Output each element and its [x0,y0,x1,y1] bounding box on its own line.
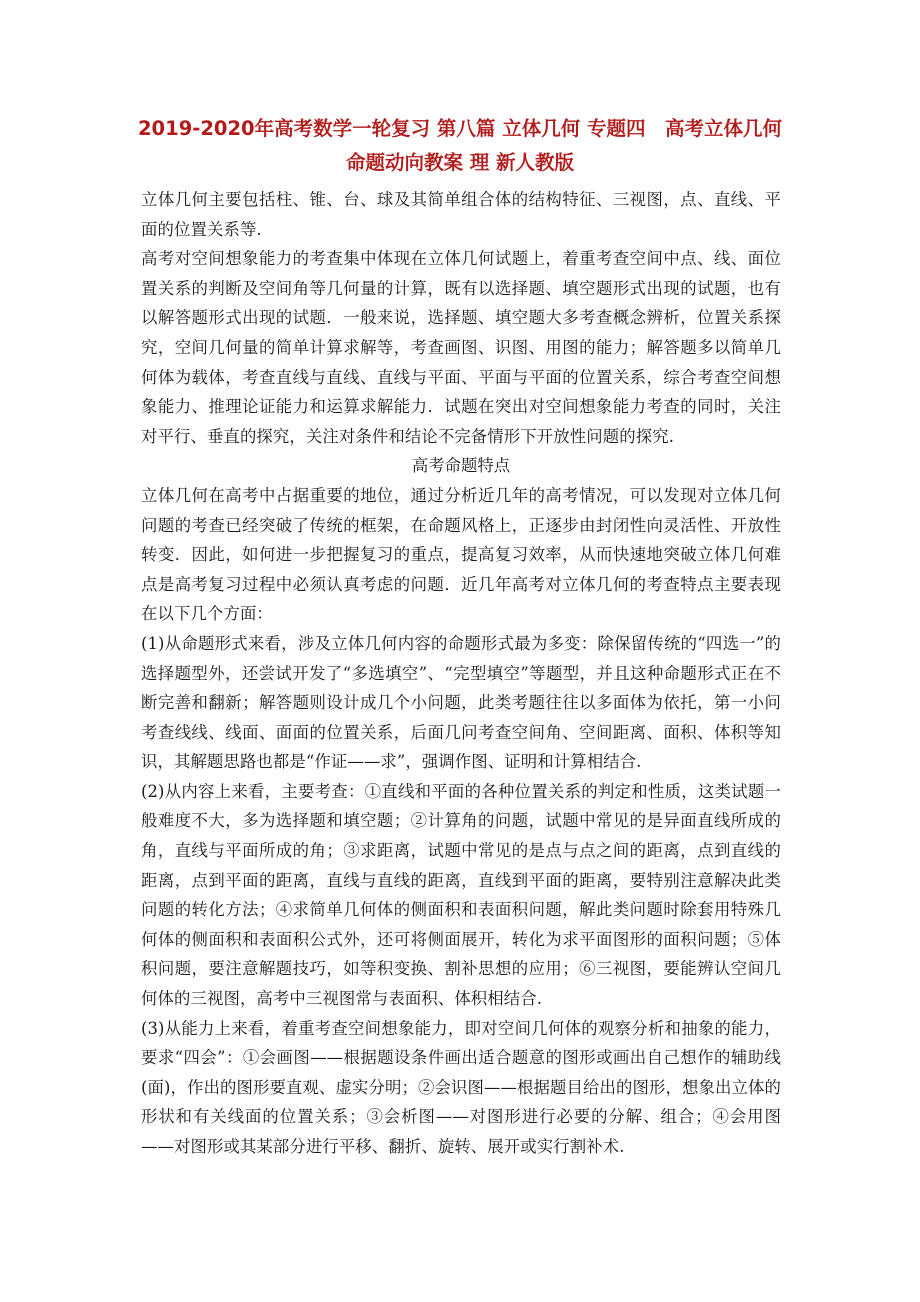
section-paragraph-3: (2)从内容上来看，主要考查：①直线和平面的各种位置关系的判定和性质，这类试题一般难度不大，多为选择题和填空题；②计算角的问题，试题中常见的是异面直线所成的角，直线与平面所成的角；③求距离，试题中常见的是点与点之间的距离，点到直线的距离，点到平面的距离，直线与直线的距离，直线到平面的距离，要特别注意解决此类问题的转化方法；④求简单几何体的侧面积和表面积问题，解此类问题时除套用特殊几何体的侧面积和表面积公式外，还可将侧面展开，转化为求平面图形的面积问题；⑤体积问题，要注意解题技巧，如等积变换、割补思想的应用；⑥三视图，要能辨认空间几何体的三视图，高考中三视图常与表面积、体积相结合. [141,781,781,1009]
document-title: 2019-2020年高考数学一轮复习 第八篇 立体几何 专题四 高考立体几何命题动向教案 理 新人教版 [137,117,782,174]
section-paragraph-4: (3)从能力上来看，着重考查空间想象能力，即对空间几何体的观察分析和抽象的能力，要求“四会”：①会画图——根据题设条件画出适合题意的图形或画出自己想作的辅助线(面)，作出的图形要直观、虚实分明；②会识图——根据题目给出的图形，想象出立体的形状和有关线面的位置关系；③会析图——对图形进行必要的分解、组合；④会用图——对图形或其某部分进行平移、翻折、旋转、展开或实行割补术. [141,1018,781,1156]
intro-paragraph-2: 高考对空间想象能力的考查集中体现在立体几何试题上，着重考查空间中点、线、面位置关系的判断及空间角等几何量的计算，既有以选择题、填空题形式出现的试题，也有以解答题形式出现的试题．一般来说，选择题、填空题大多考查概念辨析，位置关系探究，空间几何量的简单计算求解等，考查画图、识图、用图的能力；解答题多以简单几何体为载体，考查直线与直线、直线与平面、平面与平面的位置关系，综合考查空间想象能力、推理论证能力和运算求解能力．试题在突出对空间想象能力考查的同时，关注对平行、垂直的探究，关注对条件和结论不完备情形下开放性问题的探究. [141,249,781,446]
section-paragraph-2: (1)从命题形式来看，涉及立体几何内容的命题形式最为多变：除保留传统的“四选一”的选择题型外，还尝试开发了“多选填空”、“完型填空”等题型，并且这种命题形式正在不断完善和翻新；解答题则设计成几个小问题，此类考题往往以多面体为依托，第一小问考查线线、线面、面面的位置关系，后面几问考查空间角、空间距离、面积、体积等知识，其解题思路也都是“作证——求”，强调作图、证明和计算相结合. [141,633,781,772]
section-heading: 高考命题特点 [411,456,511,476]
intro-paragraph-1: 立体几何主要包括柱、锥、台、球及其简单组合体的结构特征、三视图，点、直线、平面的位置关系等. [141,190,781,239]
section-paragraph-1: 立体几何在高考中占据重要的地位，通过分析近几年的高考情况，可以发现对立体几何问题的考查已经突破了传统的框架，在命题风格上，正逐步由封闭性向灵活性、开放性转变．因此，如何进一步把握复习的重点，提高复习效率，从而快速地突破立体几何难点是高考复习过程中必须认真考虑的问题．近几年高考对立体几何的考查特点主要表现在以下几个方面： [141,485,781,624]
document-body [141,185,781,1162]
